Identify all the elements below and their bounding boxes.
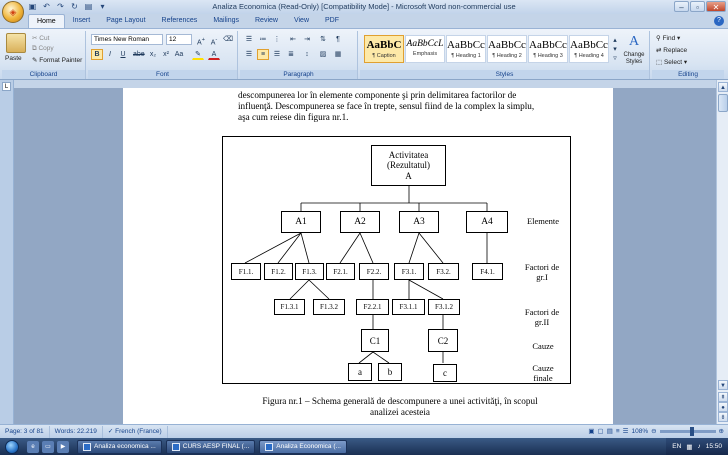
style-heading-4[interactable] bbox=[569, 35, 609, 63]
office-logo-icon: ◈ bbox=[9, 6, 17, 17]
paste-button[interactable]: Paste bbox=[5, 55, 22, 62]
style-heading-1[interactable] bbox=[446, 35, 486, 63]
italic-button[interactable]: I bbox=[109, 51, 111, 58]
show-formatting-icon[interactable]: ¶ bbox=[336, 36, 340, 43]
language-bar[interactable]: EN bbox=[672, 443, 682, 450]
copy-icon: ⧉ bbox=[32, 45, 39, 52]
paragraph-line: descompunerea lor în elemente componente şi prin delimitarea factorilor de bbox=[238, 90, 517, 100]
paragraph-line: aşa cum reiese din figura nr.1. bbox=[238, 112, 349, 122]
draft-view-icon[interactable]: ☰ bbox=[622, 428, 629, 435]
clipboard-group-label: Clipboard bbox=[2, 70, 85, 79]
refresh-icon[interactable]: ↻ bbox=[71, 2, 78, 11]
subscript-button[interactable]: x₂ bbox=[149, 51, 157, 58]
close-button[interactable]: ✕ bbox=[706, 1, 726, 12]
find-label: Find bbox=[662, 35, 676, 42]
tab-insert[interactable]: Insert bbox=[72, 17, 91, 24]
bullets-icon[interactable]: ☰ bbox=[245, 36, 253, 43]
style-caption[interactable] bbox=[364, 35, 404, 63]
factor-2-box: F2.2.1 bbox=[356, 299, 389, 315]
factor-2-box: F3.1.1 bbox=[392, 299, 425, 315]
taskbar-item-label: Analiza Economica (... bbox=[276, 442, 341, 450]
tab-references[interactable]: References bbox=[161, 17, 198, 24]
strikethrough-button[interactable]: abe bbox=[133, 51, 145, 58]
maximize-button[interactable]: ▫ bbox=[690, 1, 705, 12]
taskbar-item-label: Analiza economica ... bbox=[94, 442, 156, 450]
customize-qat-icon[interactable]: ▾ bbox=[100, 2, 105, 11]
style-sample: AaBbC bbox=[366, 39, 402, 51]
replace-label: Replace bbox=[663, 47, 688, 54]
style-emphasis[interactable] bbox=[405, 35, 445, 63]
language-label: French (France) bbox=[115, 427, 162, 435]
zoom-in-icon[interactable]: ⊕ bbox=[718, 428, 724, 435]
taskbar-item-label: CURS AESP FINAL (... bbox=[182, 442, 250, 450]
justify-icon[interactable]: ≣ bbox=[288, 51, 294, 58]
vertical-ruler bbox=[0, 80, 14, 424]
numbering-icon[interactable]: ≔ bbox=[259, 36, 267, 43]
style-sample: AaBbCc bbox=[570, 39, 608, 51]
scroll-down-icon[interactable]: ▼ bbox=[718, 380, 728, 390]
word-doc-icon bbox=[172, 443, 180, 451]
tab-review[interactable]: Review bbox=[255, 17, 278, 24]
clear-format-icon[interactable]: ⌫ bbox=[223, 36, 233, 43]
volume-icon[interactable]: ♪ bbox=[697, 443, 701, 450]
highlight-icon[interactable]: ✎ bbox=[192, 49, 204, 60]
copy-button[interactable] bbox=[32, 45, 54, 53]
binoculars-icon: ⚲ bbox=[656, 35, 663, 42]
grow-font-icon[interactable]: A+ bbox=[196, 37, 206, 47]
level-label-factors-2: Factori de gr.II bbox=[524, 307, 560, 327]
copy-label: Copy bbox=[38, 45, 54, 52]
paragraph-line: influenţă. Descompunerea se face în trepte, sensul fiind de la complex la simplu, bbox=[238, 101, 535, 111]
style-name: ¶ Heading 4 bbox=[574, 53, 604, 59]
styles-group-label: Styles bbox=[360, 70, 649, 79]
level-label-final-causes: Cauze finale bbox=[532, 363, 554, 383]
print-layout-view-icon[interactable]: ▣ bbox=[588, 428, 595, 435]
select-icon: ⬚ bbox=[656, 59, 664, 66]
decomposition-diagram bbox=[222, 136, 571, 384]
root-activity-box: Activitatea (Rezultatul) A bbox=[371, 145, 446, 186]
tab-mailings[interactable]: Mailings bbox=[213, 17, 239, 24]
format-painter-label: Format Painter bbox=[39, 57, 83, 64]
zoom-out-icon[interactable]: ⊖ bbox=[651, 428, 657, 435]
element-box: A3 bbox=[399, 211, 439, 233]
word-doc-icon bbox=[265, 443, 273, 451]
tab-selector[interactable]: L bbox=[2, 82, 11, 91]
factor-1-box: F1.2. bbox=[264, 263, 293, 280]
quick-access-toolbar bbox=[27, 1, 108, 12]
taskbar bbox=[0, 438, 728, 455]
web-layout-view-icon[interactable]: ▤ bbox=[606, 428, 613, 435]
help-icon[interactable]: ? bbox=[714, 16, 724, 26]
factor-1-box: F1.1. bbox=[231, 263, 261, 280]
font-group bbox=[88, 31, 238, 79]
style-sample: AaBbCc bbox=[529, 39, 567, 51]
taskbar-item[interactable] bbox=[166, 440, 255, 454]
ribbon bbox=[0, 28, 728, 80]
tab-home[interactable]: Home bbox=[28, 14, 65, 28]
style-sample: AaBbCcL bbox=[406, 39, 444, 49]
final-cause-box: a bbox=[348, 363, 372, 381]
element-box: A4 bbox=[466, 211, 508, 233]
final-cause-box: b bbox=[378, 363, 402, 381]
styles-scroll-icon[interactable]: ▴ ▾ ▿ bbox=[613, 37, 617, 62]
start-button[interactable] bbox=[0, 438, 24, 455]
change-styles-icon[interactable]: A bbox=[628, 34, 640, 49]
proofing-icon: ✓ bbox=[107, 427, 116, 435]
align-left-icon[interactable]: ☰ bbox=[245, 51, 253, 58]
style-name: ¶ Heading 1 bbox=[451, 53, 481, 59]
format-painter-button[interactable] bbox=[32, 56, 82, 64]
window-title: Analiza Economica (Read-Only) [Compatibility Mode] - Microsoft Word non-commercial use bbox=[212, 2, 516, 11]
zoom-slider-knob[interactable] bbox=[690, 427, 694, 436]
network-icon[interactable]: ▦ bbox=[686, 443, 693, 451]
page-indicator[interactable]: Page: 3 of 81 bbox=[0, 426, 50, 438]
word-doc-icon bbox=[83, 443, 91, 451]
redo-icon[interactable]: ↷ bbox=[57, 2, 64, 11]
level-label-factors-1: Factori de gr.I bbox=[524, 262, 560, 282]
factor-2-box: F1.3.2 bbox=[313, 299, 345, 315]
taskbar-item[interactable] bbox=[77, 440, 162, 454]
element-box: A1 bbox=[281, 211, 321, 233]
level-label-elements: Elemente bbox=[526, 216, 560, 226]
ribbon-tabs bbox=[28, 14, 347, 28]
sort-icon[interactable]: ⇅ bbox=[320, 36, 326, 43]
final-cause-box: c bbox=[433, 364, 457, 382]
system-tray bbox=[666, 438, 728, 455]
save-icon[interactable]: ▣ bbox=[28, 2, 37, 11]
font-group-label: Font bbox=[88, 70, 237, 79]
tab-pdf[interactable]: PDF bbox=[325, 17, 339, 24]
style-name: Emphasis bbox=[412, 51, 438, 57]
style-sample: AaBbCc bbox=[447, 39, 485, 51]
style-name: ¶ Caption bbox=[372, 53, 396, 59]
vertical-scrollbar[interactable] bbox=[716, 80, 728, 424]
word-count[interactable]: Words: 22.219 bbox=[50, 426, 103, 438]
font-size-combo[interactable]: 12 bbox=[166, 34, 192, 45]
multilevel-list-icon[interactable]: ⋮ bbox=[273, 36, 281, 43]
minimize-button[interactable]: – bbox=[674, 1, 689, 12]
cut-button[interactable] bbox=[32, 34, 49, 42]
select-label: Select bbox=[663, 59, 683, 66]
cause-box: C1 bbox=[361, 329, 389, 352]
taskbar-item[interactable] bbox=[259, 440, 347, 454]
factor-1-box: F2.1. bbox=[326, 263, 355, 280]
window-controls bbox=[674, 1, 726, 12]
element-box: A2 bbox=[340, 211, 380, 233]
factor-1-box: F1.3. bbox=[295, 263, 324, 280]
align-center-icon[interactable]: ≡ bbox=[257, 49, 269, 60]
clock[interactable]: 15:50 bbox=[705, 443, 722, 450]
bold-button[interactable]: B bbox=[91, 49, 103, 60]
status-bar bbox=[0, 424, 728, 438]
shading-icon[interactable]: ▨ bbox=[319, 51, 327, 58]
paragraph-group bbox=[240, 31, 358, 79]
scroll-up-icon[interactable]: ▲ bbox=[718, 82, 728, 92]
factor-1-box: F3.1. bbox=[394, 263, 424, 280]
title-bar bbox=[0, 0, 728, 14]
office-button[interactable] bbox=[2, 1, 24, 23]
zoom-slider[interactable] bbox=[660, 430, 716, 433]
paintbrush-icon: ✎ bbox=[32, 57, 40, 64]
select-browse-object-icon[interactable]: ● bbox=[718, 402, 728, 412]
style-name: ¶ Heading 3 bbox=[533, 53, 563, 59]
styles-group bbox=[360, 31, 650, 79]
find-button[interactable]: ⚲ Find ▾ bbox=[656, 35, 681, 42]
zoom-level[interactable]: 108% bbox=[631, 427, 649, 435]
factor-1-box: F3.2. bbox=[428, 263, 459, 280]
change-styles-button[interactable]: Change Styles bbox=[623, 52, 645, 65]
factor-2-box: F3.1.2 bbox=[428, 299, 460, 315]
underline-button[interactable]: U bbox=[120, 51, 126, 58]
change-case-button[interactable]: Aa bbox=[174, 51, 184, 58]
borders-icon[interactable]: ▦ bbox=[334, 51, 342, 58]
editing-group bbox=[652, 31, 724, 79]
quick-print-icon[interactable]: ▤ bbox=[84, 2, 93, 11]
style-sample: AaBbCc bbox=[488, 39, 526, 51]
style-heading-2[interactable] bbox=[487, 35, 527, 63]
paragraph-group-label: Paragraph bbox=[240, 70, 357, 79]
previous-page-icon[interactable]: ⇞ bbox=[718, 392, 728, 402]
shrink-font-icon[interactable]: A- bbox=[210, 37, 218, 47]
editing-group-label: Editing bbox=[652, 70, 724, 79]
tab-page-layout[interactable]: Page Layout bbox=[106, 17, 146, 24]
replace-button[interactable] bbox=[656, 46, 687, 54]
replace-icon: ⇄ bbox=[656, 47, 664, 54]
cause-box: C2 bbox=[428, 329, 458, 352]
superscript-button[interactable]: x² bbox=[163, 51, 169, 58]
undo-icon[interactable]: ↶ bbox=[43, 2, 50, 11]
line-spacing-icon[interactable]: ↕ bbox=[305, 51, 309, 58]
font-name-combo[interactable]: Times New Roman bbox=[91, 34, 163, 45]
ie-icon[interactable]: e bbox=[27, 441, 39, 453]
cut-label: Cut bbox=[39, 35, 50, 42]
tab-view[interactable]: View bbox=[293, 17, 309, 24]
font-color-icon[interactable]: A bbox=[208, 49, 220, 60]
media-player-icon[interactable]: ▶ bbox=[57, 441, 69, 453]
factor-2-box: F1.3.1 bbox=[274, 299, 305, 315]
factor-1-box: F2.2. bbox=[359, 263, 389, 280]
style-name: ¶ Heading 2 bbox=[492, 53, 522, 59]
scroll-thumb[interactable] bbox=[718, 94, 728, 112]
full-screen-view-icon[interactable]: ▢ bbox=[597, 428, 604, 435]
paste-icon[interactable] bbox=[6, 33, 26, 53]
horizontal-ruler-strip bbox=[14, 80, 716, 88]
level-label-causes: Cauze bbox=[532, 341, 554, 351]
zoom-controls bbox=[588, 427, 724, 435]
clipboard-group bbox=[2, 31, 86, 79]
next-page-icon[interactable]: ⇟ bbox=[718, 412, 728, 422]
decrease-indent-icon[interactable]: ⇤ bbox=[290, 36, 296, 43]
align-right-icon[interactable]: ☰ bbox=[273, 51, 281, 58]
explorer-icon[interactable]: ▭ bbox=[42, 441, 54, 453]
scissors-icon: ✂ bbox=[32, 35, 40, 42]
language-indicator[interactable] bbox=[103, 426, 168, 438]
figure-caption: Figura nr.1 – Schema generală de descompunere a unei activităţi, în scopul analizei acesteia bbox=[262, 396, 538, 417]
factor-1-box: F4.1. bbox=[472, 263, 503, 280]
select-button[interactable]: ⬚ Select ▾ bbox=[656, 59, 688, 66]
increase-indent-icon[interactable]: ⇥ bbox=[304, 36, 310, 43]
outline-view-icon[interactable]: ≡ bbox=[615, 427, 620, 435]
style-heading-3[interactable] bbox=[528, 35, 568, 63]
windows-orb-icon bbox=[5, 440, 19, 454]
